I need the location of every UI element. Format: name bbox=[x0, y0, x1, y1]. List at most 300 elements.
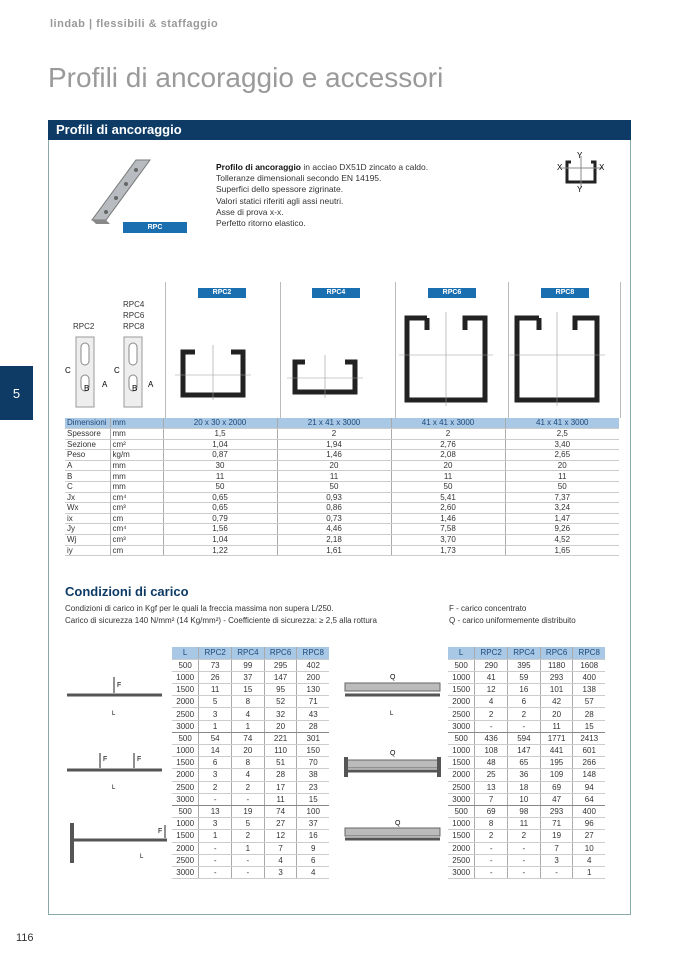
table-cell: 4,52 bbox=[505, 535, 619, 546]
table-cell: 110 bbox=[264, 745, 297, 757]
table-row bbox=[448, 732, 605, 744]
table-cell: RPC6 bbox=[540, 647, 573, 659]
table-cell: 27 bbox=[573, 830, 605, 842]
desc-line: Superfici dello spessore zigrinate. bbox=[216, 184, 344, 195]
table-cell: 601 bbox=[573, 745, 605, 757]
load-diagrams-concentrated bbox=[62, 665, 170, 890]
col-rpc8: RPC8 bbox=[541, 288, 589, 298]
table-row bbox=[448, 854, 605, 866]
table-cell: 3,70 bbox=[391, 535, 505, 546]
table-row bbox=[172, 854, 329, 866]
table-cell: RPC8 bbox=[297, 647, 329, 659]
conditions-line: Carico di sicurezza 140 N/mm² (14 Kg/mm²) - Coefficiente di sicurezza: ≥ 2,5 alla rottura bbox=[65, 615, 377, 625]
table-cell: 1771 bbox=[540, 732, 573, 744]
col-rpc4: RPC4 bbox=[312, 288, 360, 298]
load-table-distributed bbox=[448, 647, 605, 879]
product-description bbox=[216, 162, 428, 229]
desc-line: Perfetto ritorno elastico. bbox=[216, 218, 306, 229]
conditions-line: Condizioni di carico in Kgf per le quali la freccia massima non supera L/250. bbox=[65, 604, 334, 613]
table-cell: 295 bbox=[264, 659, 297, 671]
table-cell: - bbox=[508, 720, 541, 732]
table-cell: 1180 bbox=[540, 659, 573, 671]
table-cell: mm bbox=[110, 460, 163, 471]
table-cell: 1500 bbox=[448, 684, 475, 696]
table-cell: 11 bbox=[508, 818, 541, 830]
table-cell: - bbox=[475, 720, 508, 732]
table-cell: Spessore bbox=[65, 429, 110, 440]
table-cell: - bbox=[475, 854, 508, 866]
table-cell: 28 bbox=[573, 708, 605, 720]
table-cell: 500 bbox=[448, 732, 475, 744]
table-cell: 15 bbox=[232, 684, 265, 696]
page-number: 116 bbox=[16, 932, 34, 944]
length-label: L bbox=[140, 854, 144, 860]
table-row bbox=[172, 842, 329, 854]
length-label: L bbox=[390, 711, 394, 717]
legend-q: Q - carico uniformemente distribuito bbox=[449, 615, 576, 625]
table-cell: 500 bbox=[172, 659, 199, 671]
table-cell: 2500 bbox=[172, 708, 199, 720]
table-cell: 7,58 bbox=[391, 524, 505, 535]
table-cell: 400 bbox=[573, 671, 605, 683]
table-row bbox=[172, 793, 329, 805]
table-cell: Peso bbox=[65, 450, 110, 461]
table-row bbox=[65, 492, 619, 503]
table-cell: 0,87 bbox=[163, 450, 277, 461]
table-cell: 25 bbox=[475, 769, 508, 781]
table-row bbox=[172, 696, 329, 708]
table-cell: 11 bbox=[391, 471, 505, 482]
table-cell: - bbox=[508, 866, 541, 878]
table-cell: 1500 bbox=[448, 757, 475, 769]
table-cell: - bbox=[540, 866, 573, 878]
table-row bbox=[65, 513, 619, 524]
table-row bbox=[448, 696, 605, 708]
table-cell: 8 bbox=[232, 757, 265, 769]
table-cell: 2,60 bbox=[391, 503, 505, 514]
table-cell: 2000 bbox=[448, 769, 475, 781]
table-cell: 5 bbox=[232, 818, 265, 830]
table-cell: 100 bbox=[297, 805, 329, 817]
table-cell: cm⁴ bbox=[110, 492, 163, 503]
table-cell: 4 bbox=[264, 854, 297, 866]
table-cell: 50 bbox=[163, 482, 277, 493]
table-cell: 37 bbox=[297, 818, 329, 830]
table-cell: 71 bbox=[297, 696, 329, 708]
table-cell: 3 bbox=[540, 854, 573, 866]
table-cell: 148 bbox=[573, 769, 605, 781]
dim-b: B bbox=[84, 384, 90, 393]
table-row bbox=[172, 866, 329, 878]
axis-y-bottom: Y bbox=[577, 185, 583, 192]
label-rpc8: RPC8 bbox=[123, 322, 145, 331]
table-cell: 150 bbox=[297, 745, 329, 757]
table-cell: 436 bbox=[475, 732, 508, 744]
table-cell: 43 bbox=[297, 708, 329, 720]
dim-c: C bbox=[114, 366, 120, 375]
dim-a: A bbox=[148, 380, 154, 389]
specifications-table bbox=[65, 418, 619, 556]
table-cell: 13 bbox=[199, 805, 232, 817]
table-cell: 1,61 bbox=[277, 545, 391, 556]
table-cell: 1000 bbox=[172, 671, 199, 683]
table-cell: 2,18 bbox=[277, 535, 391, 546]
table-cell: 7 bbox=[540, 842, 573, 854]
table-cell: 3000 bbox=[448, 720, 475, 732]
table-cell: 65 bbox=[508, 757, 541, 769]
table-cell: 2000 bbox=[448, 842, 475, 854]
axis-y-top: Y bbox=[577, 151, 583, 160]
table-cell: RPC8 bbox=[573, 647, 605, 659]
dim-b: B bbox=[132, 384, 138, 393]
table-cell: 3000 bbox=[448, 793, 475, 805]
table-cell: L bbox=[448, 647, 475, 659]
table-cell: RPC4 bbox=[232, 647, 265, 659]
table-cell: 16 bbox=[297, 830, 329, 842]
table-cell: 10 bbox=[508, 793, 541, 805]
table-cell: C bbox=[65, 482, 110, 493]
drawing-labels bbox=[123, 299, 144, 332]
load-diagrams-distributed bbox=[340, 665, 445, 890]
chapter-tab: 5 bbox=[0, 366, 33, 420]
table-cell: 101 bbox=[540, 684, 573, 696]
conditions-legend bbox=[449, 603, 576, 626]
table-cell: iy bbox=[65, 545, 110, 556]
table-cell: RPC2 bbox=[199, 647, 232, 659]
table-cell: Sezione bbox=[65, 439, 110, 450]
table-cell: 1500 bbox=[172, 830, 199, 842]
table-row bbox=[172, 805, 329, 817]
table-row bbox=[65, 524, 619, 535]
table-cell: 1608 bbox=[573, 659, 605, 671]
table-cell: 20 bbox=[540, 708, 573, 720]
table-cell: 48 bbox=[475, 757, 508, 769]
table-cell: 20 bbox=[391, 460, 505, 471]
table-cell: 47 bbox=[540, 793, 573, 805]
table-cell: 23 bbox=[297, 781, 329, 793]
table-cell: 32 bbox=[264, 708, 297, 720]
table-cell: 1 bbox=[199, 830, 232, 842]
table-cell: 2,08 bbox=[391, 450, 505, 461]
table-cell: 0,79 bbox=[163, 513, 277, 524]
table-cell: mm bbox=[110, 429, 163, 440]
table-cell: 2500 bbox=[172, 781, 199, 793]
table-cell: 7 bbox=[264, 842, 297, 854]
table-cell: 12 bbox=[475, 684, 508, 696]
table-cell: Jy bbox=[65, 524, 110, 535]
dim-a: A bbox=[102, 380, 108, 389]
table-cell: 95 bbox=[264, 684, 297, 696]
table-cell: 1 bbox=[232, 842, 265, 854]
table-cell: 4 bbox=[573, 854, 605, 866]
table-cell: 130 bbox=[297, 684, 329, 696]
table-cell: 1,94 bbox=[277, 439, 391, 450]
table-cell: - bbox=[508, 842, 541, 854]
conditions-notes bbox=[65, 603, 377, 626]
table-cell: - bbox=[232, 793, 265, 805]
table-cell: 1 bbox=[199, 720, 232, 732]
legend-f: F - carico concentrato bbox=[449, 604, 527, 613]
table-cell: 3000 bbox=[172, 793, 199, 805]
table-cell: 1,56 bbox=[163, 524, 277, 535]
table-cell: 2000 bbox=[172, 696, 199, 708]
desc-bold: Profilo di ancoraggio bbox=[216, 162, 302, 172]
table-row bbox=[172, 684, 329, 696]
table-cell: 51 bbox=[264, 757, 297, 769]
table-cell: - bbox=[199, 866, 232, 878]
table-cell: 2500 bbox=[448, 781, 475, 793]
table-cell: 57 bbox=[573, 696, 605, 708]
table-cell: B bbox=[65, 471, 110, 482]
table-cell: 14 bbox=[199, 745, 232, 757]
table-cell: 15 bbox=[297, 793, 329, 805]
table-cell: 301 bbox=[297, 732, 329, 744]
table-cell: 4 bbox=[232, 769, 265, 781]
table-cell: 94 bbox=[573, 781, 605, 793]
hole-drawing bbox=[62, 335, 162, 410]
table-cell: 2 bbox=[391, 429, 505, 440]
table-cell: 74 bbox=[232, 732, 265, 744]
q-label: Q bbox=[390, 674, 396, 681]
table-cell: - bbox=[199, 854, 232, 866]
desc-line: Valori statici riferiti agli assi neutri. bbox=[216, 195, 344, 206]
table-row bbox=[172, 671, 329, 683]
table-cell: 1500 bbox=[448, 830, 475, 842]
table-cell: 50 bbox=[505, 482, 619, 493]
table-row bbox=[448, 769, 605, 781]
table-cell: 16 bbox=[508, 684, 541, 696]
table-cell: 9,26 bbox=[505, 524, 619, 535]
table-cell: 4,46 bbox=[277, 524, 391, 535]
table-cell: 2,76 bbox=[391, 439, 505, 450]
table-cell: 21 x 41 x 3000 bbox=[277, 418, 391, 429]
table-cell: 1,46 bbox=[391, 513, 505, 524]
force-label: F bbox=[117, 682, 122, 689]
table-cell: 42 bbox=[540, 696, 573, 708]
table-cell: 28 bbox=[264, 769, 297, 781]
table-cell: 221 bbox=[264, 732, 297, 744]
table-cell: 290 bbox=[475, 659, 508, 671]
table-cell: Wx bbox=[65, 503, 110, 514]
table-cell: 2000 bbox=[448, 696, 475, 708]
table-cell: 1,22 bbox=[163, 545, 277, 556]
table-cell: 1000 bbox=[448, 671, 475, 683]
table-cell: - bbox=[199, 793, 232, 805]
table-cell: 0,65 bbox=[163, 492, 277, 503]
table-cell: 20 bbox=[264, 720, 297, 732]
axis-x-right: X bbox=[599, 163, 605, 172]
table-cell: RPC6 bbox=[264, 647, 297, 659]
length-label: L bbox=[112, 785, 116, 791]
table-cell: 99 bbox=[232, 659, 265, 671]
table-cell: cm bbox=[110, 545, 163, 556]
section-title: Profili di ancoraggio bbox=[48, 120, 631, 140]
table-cell: 17 bbox=[264, 781, 297, 793]
table-cell: 3,40 bbox=[505, 439, 619, 450]
axis-x-left: X bbox=[557, 163, 563, 172]
table-cell: 195 bbox=[540, 757, 573, 769]
table-cell: 0,86 bbox=[277, 503, 391, 514]
table-cell: mm bbox=[110, 418, 163, 429]
table-cell: 500 bbox=[448, 805, 475, 817]
label-rpc6: RPC6 bbox=[123, 311, 145, 320]
table-cell: 2 bbox=[508, 708, 541, 720]
table-cell: 11 bbox=[540, 720, 573, 732]
table-cell: 11 bbox=[163, 471, 277, 482]
table-cell: 266 bbox=[573, 757, 605, 769]
table-cell: 8 bbox=[475, 818, 508, 830]
table-row bbox=[65, 429, 619, 440]
table-cell: 3 bbox=[199, 708, 232, 720]
table-cell: 1,47 bbox=[505, 513, 619, 524]
table-cell: cm³ bbox=[110, 503, 163, 514]
table-cell: 400 bbox=[573, 805, 605, 817]
force-label: F bbox=[137, 756, 142, 763]
table-header-row bbox=[172, 647, 329, 659]
table-cell: 7,37 bbox=[505, 492, 619, 503]
table-cell: 395 bbox=[508, 659, 541, 671]
table-row bbox=[172, 708, 329, 720]
table-cell: 1,5 bbox=[163, 429, 277, 440]
table-cell: - bbox=[232, 854, 265, 866]
table-row bbox=[65, 482, 619, 493]
table-cell: 73 bbox=[199, 659, 232, 671]
table-cell: L bbox=[172, 647, 199, 659]
table-cell: ix bbox=[65, 513, 110, 524]
label-rpc2: RPC2 bbox=[73, 322, 95, 331]
table-cell: 2 bbox=[475, 830, 508, 842]
table-row bbox=[172, 745, 329, 757]
table-row bbox=[448, 805, 605, 817]
table-header-row bbox=[65, 418, 619, 429]
table-cell: 64 bbox=[573, 793, 605, 805]
table-cell: 1,04 bbox=[163, 439, 277, 450]
table-cell: 6 bbox=[508, 696, 541, 708]
table-cell: 2 bbox=[232, 830, 265, 842]
table-cell: 4 bbox=[232, 708, 265, 720]
table-cell: 27 bbox=[264, 818, 297, 830]
table-cell: RPC2 bbox=[475, 647, 508, 659]
table-cell: 37 bbox=[232, 671, 265, 683]
table-cell: - bbox=[232, 866, 265, 878]
table-cell: mm bbox=[110, 482, 163, 493]
table-row bbox=[65, 439, 619, 450]
table-cell: 1000 bbox=[172, 745, 199, 757]
table-row bbox=[172, 781, 329, 793]
table-cell: 1000 bbox=[448, 818, 475, 830]
table-cell: 2413 bbox=[573, 732, 605, 744]
table-cell: 3000 bbox=[172, 720, 199, 732]
table-row bbox=[448, 793, 605, 805]
force-label: F bbox=[103, 756, 108, 763]
table-row bbox=[448, 866, 605, 878]
table-cell: 20 bbox=[277, 460, 391, 471]
table-cell: 12 bbox=[264, 830, 297, 842]
table-row bbox=[172, 659, 329, 671]
table-cell: mm bbox=[110, 471, 163, 482]
table-row bbox=[65, 535, 619, 546]
table-cell: 3 bbox=[199, 818, 232, 830]
table-cell: 96 bbox=[573, 818, 605, 830]
table-cell: 54 bbox=[199, 732, 232, 744]
table-cell: 5 bbox=[199, 696, 232, 708]
table-row bbox=[448, 781, 605, 793]
table-cell: 2 bbox=[508, 830, 541, 842]
table-cell: 5,41 bbox=[391, 492, 505, 503]
table-cell: 2,65 bbox=[505, 450, 619, 461]
table-row bbox=[448, 830, 605, 842]
table-cell: 441 bbox=[540, 745, 573, 757]
table-row bbox=[65, 450, 619, 461]
table-cell: 6 bbox=[297, 854, 329, 866]
table-cell: 1,46 bbox=[277, 450, 391, 461]
table-cell: 1000 bbox=[448, 745, 475, 757]
force-label: F bbox=[158, 828, 163, 835]
brand-header: lindab | flessibili & staffaggio bbox=[50, 18, 219, 30]
table-cell: 10 bbox=[573, 842, 605, 854]
table-cell: 108 bbox=[475, 745, 508, 757]
table-cell: 500 bbox=[448, 659, 475, 671]
table-cell: A bbox=[65, 460, 110, 471]
table-cell: 38 bbox=[297, 769, 329, 781]
desc-line: Tolleranze dimensionali secondo EN 14195. bbox=[216, 173, 382, 184]
table-row bbox=[172, 732, 329, 744]
table-cell: Dimensioni bbox=[65, 418, 110, 429]
table-cell: RPC4 bbox=[508, 647, 541, 659]
table-cell: 4 bbox=[297, 866, 329, 878]
table-cell: 402 bbox=[297, 659, 329, 671]
q-label: Q bbox=[395, 820, 401, 827]
length-label: L bbox=[112, 711, 116, 717]
desc-line: Asse di prova x-x. bbox=[216, 206, 284, 217]
table-cell: 2 bbox=[277, 429, 391, 440]
load-conditions-title: Condizioni di carico bbox=[65, 584, 189, 599]
col-rpc6: RPC6 bbox=[428, 288, 476, 298]
table-cell: 30 bbox=[163, 460, 277, 471]
table-row bbox=[448, 757, 605, 769]
profile-image bbox=[88, 158, 163, 226]
table-cell: cm³ bbox=[110, 535, 163, 546]
table-cell: 1 bbox=[573, 866, 605, 878]
table-cell: 2 bbox=[199, 781, 232, 793]
table-cell: 52 bbox=[264, 696, 297, 708]
table-cell: 0,73 bbox=[277, 513, 391, 524]
table-cell: 1 bbox=[232, 720, 265, 732]
table-cell: 500 bbox=[172, 805, 199, 817]
table-cell: 3000 bbox=[448, 866, 475, 878]
table-cell: 2500 bbox=[172, 854, 199, 866]
table-cell: cm² bbox=[110, 439, 163, 450]
table-cell: 2000 bbox=[172, 842, 199, 854]
table-cell: 2500 bbox=[448, 854, 475, 866]
table-cell: 9 bbox=[297, 842, 329, 854]
table-cell: 3 bbox=[264, 866, 297, 878]
table-cell: 11 bbox=[199, 684, 232, 696]
axis-diagram-icon bbox=[555, 150, 610, 192]
table-cell: Jx bbox=[65, 492, 110, 503]
table-cell: 3 bbox=[199, 769, 232, 781]
label-rpc4: RPC4 bbox=[123, 300, 145, 309]
table-row bbox=[448, 745, 605, 757]
table-cell: 200 bbox=[297, 671, 329, 683]
col-rpc2: RPC2 bbox=[198, 288, 246, 298]
table-row bbox=[172, 769, 329, 781]
table-cell: 19 bbox=[540, 830, 573, 842]
table-cell: 26 bbox=[199, 671, 232, 683]
table-cell: 0,93 bbox=[277, 492, 391, 503]
table-cell: 20 bbox=[232, 745, 265, 757]
table-cell: 6 bbox=[199, 757, 232, 769]
